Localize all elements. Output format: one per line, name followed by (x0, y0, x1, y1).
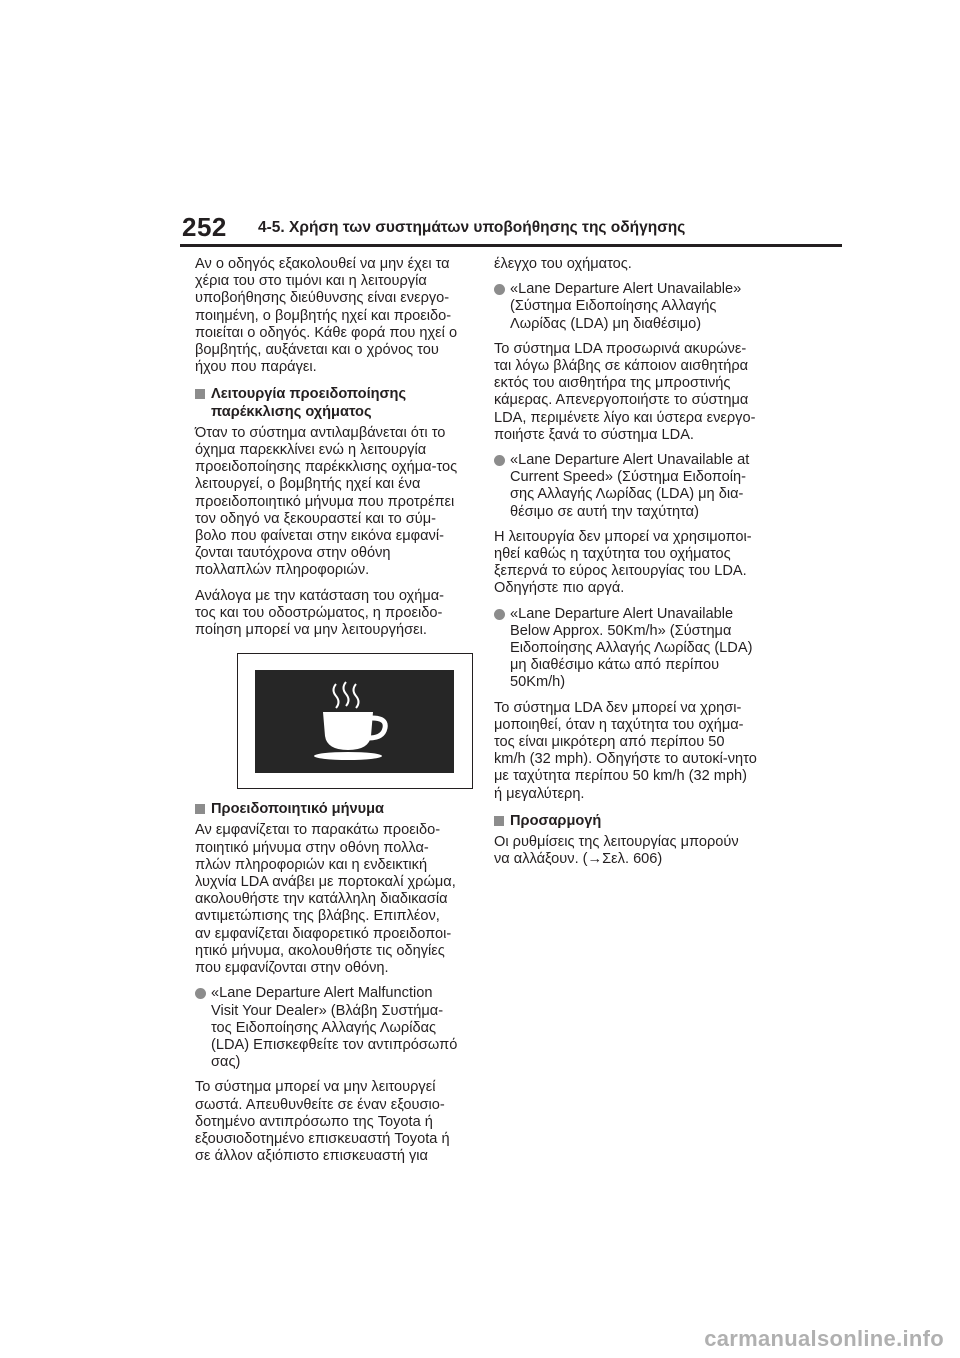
section-heading-text: Λειτουργία προειδοποίησης παρέκκλισης οχήματος (211, 386, 407, 420)
page-number: 252 (182, 212, 227, 242)
square-bullet-icon (195, 804, 205, 814)
bullet-text: «Lane Departure Alert Unavailable at Current Speed» (Σύστημα Ειδοποίη-σης Αλλαγής Λωρίδας (LDA) μη δια-θέσιμο σε αυτή την ταχύτητα) (510, 452, 750, 520)
square-bullet-icon (494, 816, 504, 826)
sway-warning-paragraph: Όταν το σύστημα αντιλαμβάνεται ότι το όχημα παρεκκλίνει ενώ η λειτουργία προειδοποίησης παρέκκλισης οχήμα-τος λειτουργεί, ο βομβητής ηχεί και ένα προειδοποιητικό μήνυμα που προτρέπει τον οδηγό να ξεκουραστεί και το σύμ-βολο που φαίνεται στην εικόνα εμφανί-ζονται ταυτόχρονα στην οθόνη πολλαπλών πληροφοριών. (195, 424, 458, 579)
multi-info-display (255, 670, 454, 773)
below-50-paragraph: Το σύστημα LDA δεν μπορεί να χρησι-μοποιηθεί, όταν η ταχύτητα του οχήμα-τος είναι μικρότερη από περίπου 50 km/h (32 mph). Οδηγήστε το αυτοκί-νητο με ταχύτητα περίπου 50 km/h (32 mph) ή μεγαλύτερη. (494, 699, 757, 802)
header-rule (180, 244, 842, 247)
bullet-text: «Lane Departure Alert Unavailable» (Σύστημα Ειδοποίησης Αλλαγής Λωρίδας (LDA) μη διαθέσιμο) (510, 281, 742, 332)
circle-bullet-icon (195, 988, 206, 999)
circle-bullet-icon (494, 455, 505, 466)
warning-message-paragraph: Αν εμφανίζεται το παρακάτω προειδο-ποιητικό μήνυμα στην οθόνη πολλα-πλών πληροφοριών και η ενδεικτική λυχνία LDA ανάβει με πορτοκαλί χρώμα, ακολουθήστε την κατάλληλη διαδικασία αντιμετώπισης της βλάβης. Επιπλέον, αν εμφανίζεται διαφορετικό προειδοποι-ητικό μήνυμα, ακολουθήστε τις οδηγίες που εμφανίζονται στην οθόνη. (195, 822, 456, 977)
section-heading-warning-message (195, 801, 459, 818)
customization-paragraph: Οι ρυθμίσεις της λειτουργίας μπορούν να αλλάξουν. (→Σελ. 606) (494, 834, 739, 868)
continuation-text: έλεγχο του οχήματος. (494, 256, 632, 272)
section-heading-vehicle-sway-warning (195, 386, 459, 420)
bullet-malfunction (195, 985, 459, 1071)
bullet-unavailable-below-50 (494, 606, 758, 692)
sway-warning-note: Ανάλογα με την κατάσταση του οχήμα-τος και του οδοστρώματος, η προειδο-ποίηση μπορεί να μην λειτουργήσει. (195, 587, 445, 639)
current-speed-paragraph: Η λειτουργία δεν μπορεί να χρησιμοποι-ηθεί καθώς η ταχύτητα του οχήματος ξεπερνά το εύρος λειτουργίας του LDA. Οδηγήστε πιο αργά. (494, 528, 752, 597)
intro-paragraph: Αν ο οδηγός εξακολουθεί να μην έχει τα χέρια του στο τιμόνι και η λειτουργία υποβοήθησης διεύθυνσης είναι ενεργο-ποιημένη, ο βομβητής ηχεί και προειδο-ποιείται ο οδηγός. Κάθε φορά που ηχεί ο βομβητής, αυξάνεται και ο χρόνος του ήχου που παράγει. (195, 256, 458, 376)
section-heading-text: Προσαρμογή (510, 812, 602, 829)
bullet-unavailable-current-speed (494, 452, 758, 521)
chapter-title: 4-5. Χρήση των συστημάτων υποβοήθησης της οδήγησης (258, 219, 686, 236)
circle-bullet-icon (494, 609, 505, 620)
square-bullet-icon (195, 389, 205, 399)
unavailable-paragraph: Το σύστημα LDA προσωρινά ακυρώνε-ται λόγω βλάβης σε κάποιον αισθητήρα εκτός του αισθητήρα της μπροστινής κάμερας. Απενεργοποιήστε το σύστημα LDA, περιμένετε λίγο και ύστερα ενεργο-ποιήστε ξανά το σύστημα LDA. (494, 340, 756, 443)
watermark: carmanualsonline.info (704, 1326, 944, 1351)
left-column (195, 256, 459, 1173)
section-heading-customization (494, 813, 758, 830)
circle-bullet-icon (494, 284, 505, 295)
right-column (494, 256, 758, 877)
page-header (0, 0, 960, 260)
display-figure (237, 653, 473, 789)
coffee-cup-icon (255, 670, 454, 773)
bullet-text: «Lane Departure Alert Malfunction Visit Your Dealer» (Βλάβη Συστήμα-τος Ειδοποίησης Αλλαγής Λωρίδας (LDA) Επισκεφθείτε τον αντιπρόσωπό σας) (211, 985, 458, 1071)
malfunction-paragraph: Το σύστημα μπορεί να μην λειτουργεί σωστά. Απευθυνθείτε σε έναν εξουσιο-δοτημένο αντιπρόσωπο της Toyota ή εξουσιοδοτημένο επισκευαστή Toyota ή σε άλλον αξιόπιστο επισκευαστή για (195, 1079, 450, 1165)
bullet-unavailable (494, 281, 758, 333)
section-heading-text: Προειδοποιητικό μήνυμα (211, 801, 385, 818)
bullet-text: «Lane Departure Alert Unavailable Below Approx. 50Km/h» (Σύστημα Ειδοποίησης Αλλαγής Λωρίδας (LDA) μη διαθέσιμο κάτω από περίπου 50Km/h) (510, 605, 753, 691)
